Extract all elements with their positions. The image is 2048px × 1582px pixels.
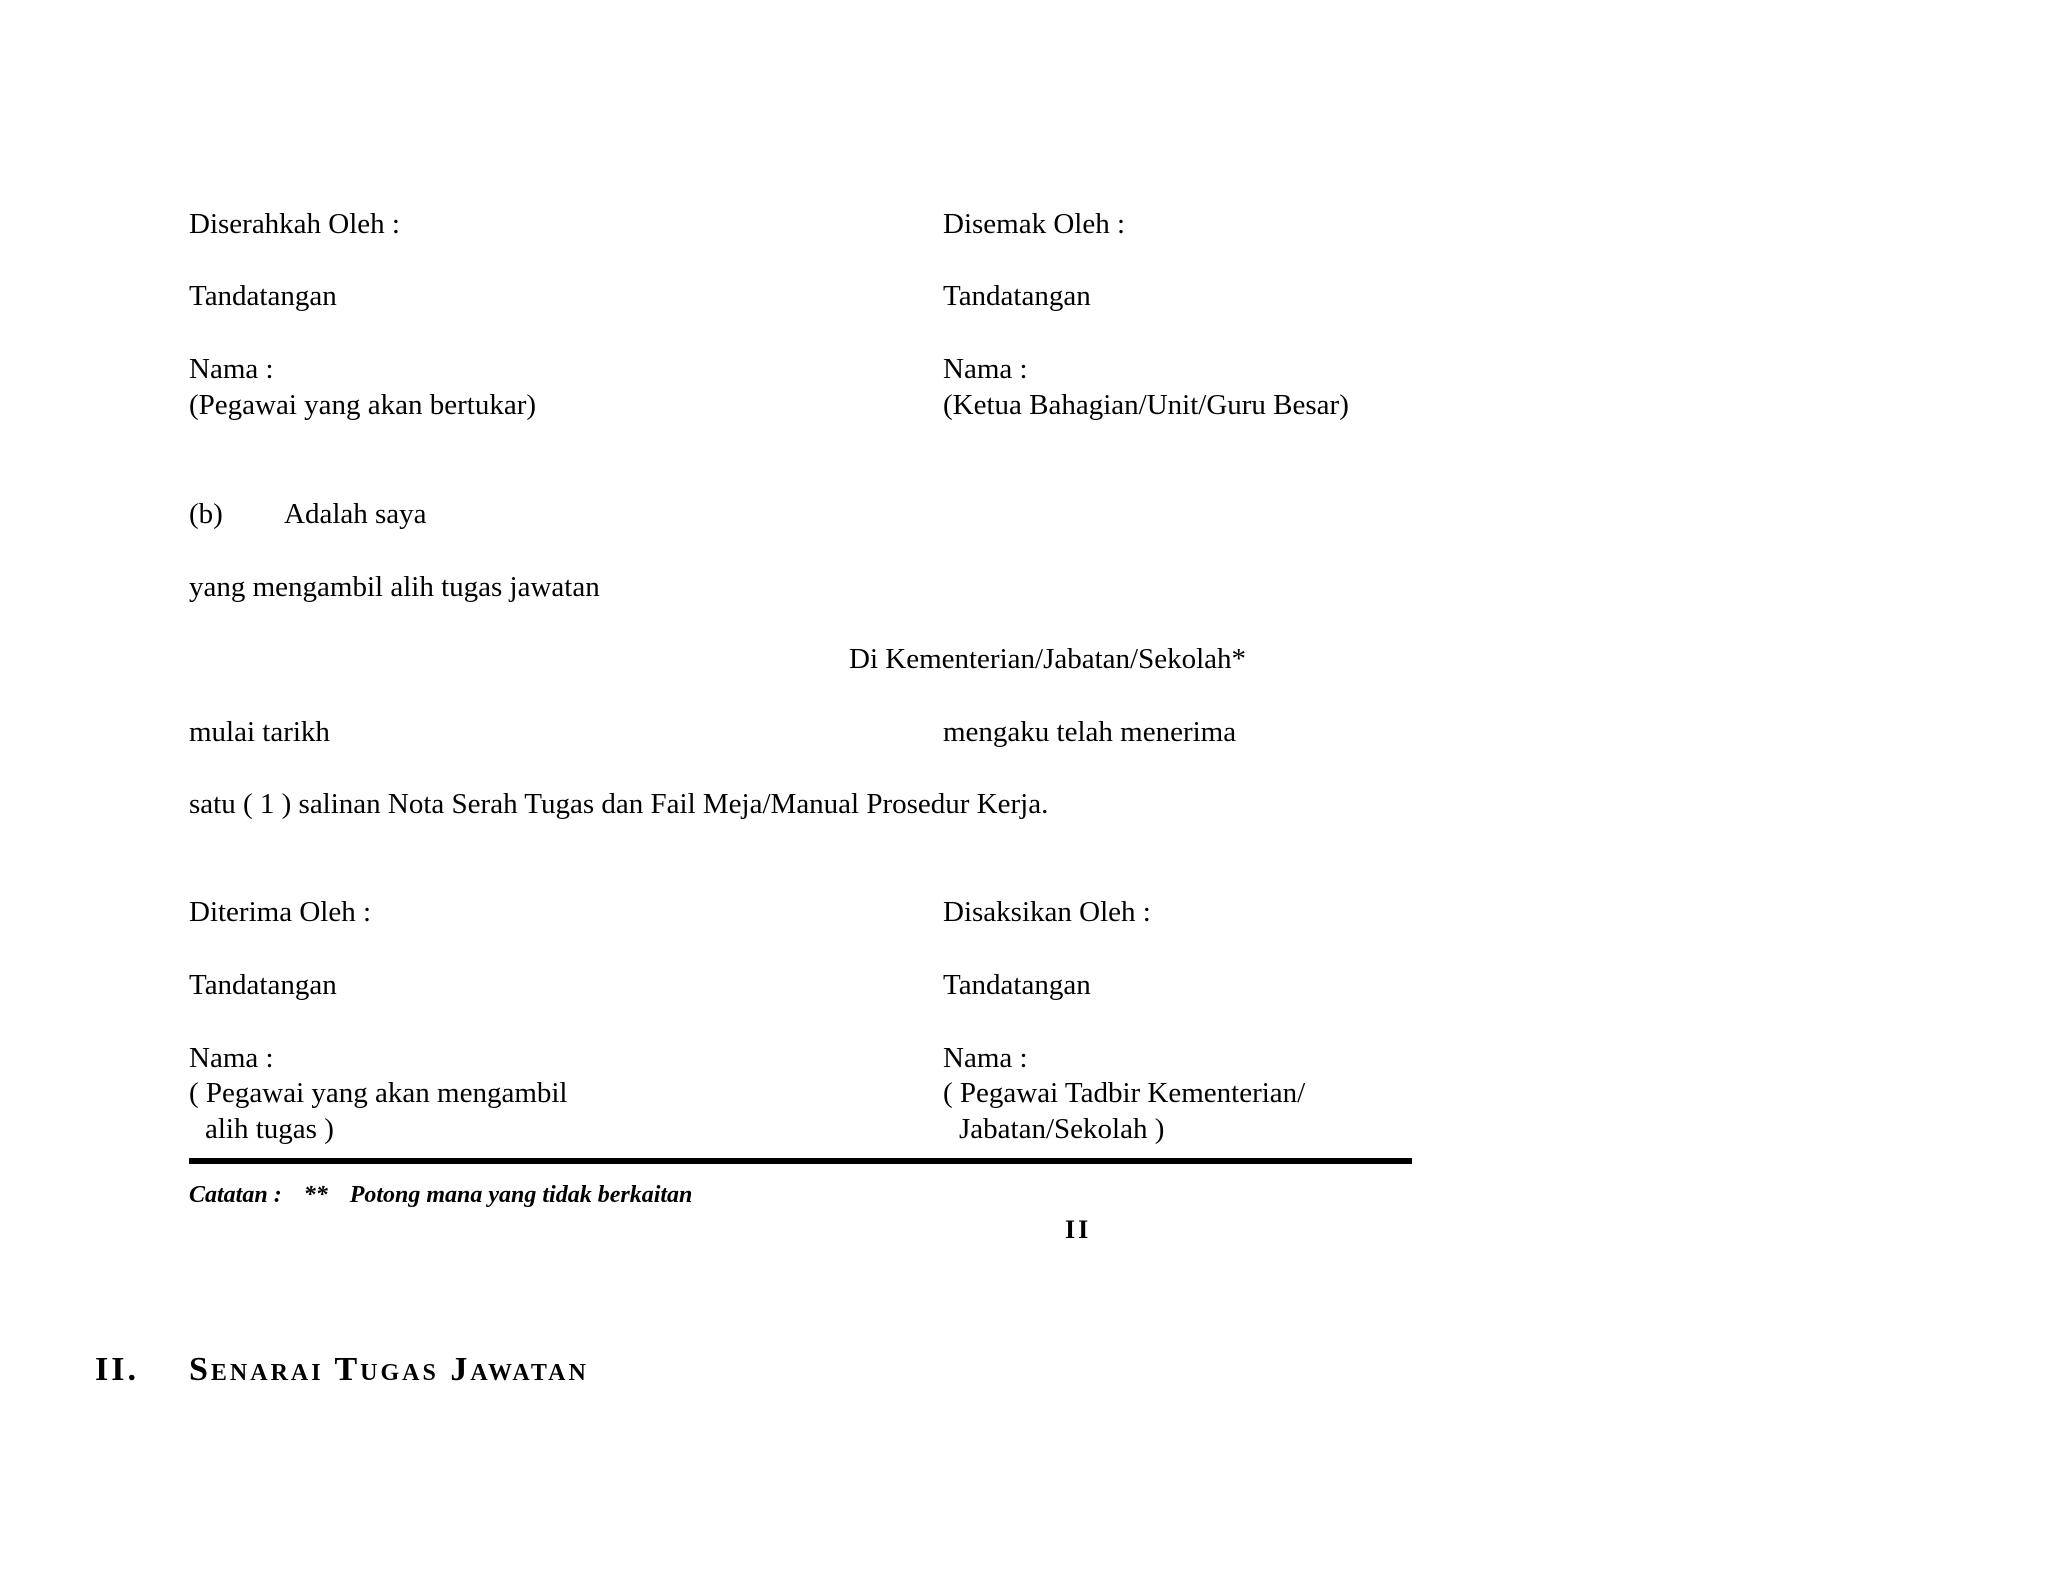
section-b-line-takeover: yang mengambil alih tugas jawatan	[189, 571, 600, 603]
section-number: II.	[95, 1351, 139, 1388]
section-b-start-date: mulai tarikh	[189, 716, 330, 748]
reviewer-role: (Ketua Bahagian/Unit/Guru Besar)	[943, 389, 1349, 421]
reviewer-signature-label: Tandatangan	[943, 280, 1091, 312]
received-by-label: Diterima Oleh :	[189, 896, 372, 928]
footnote	[189, 1180, 692, 1210]
section-b-intro: Adalah saya	[284, 498, 427, 530]
receiver-role-line-1: ( Pegawai yang akan mengambil	[189, 1077, 568, 1109]
witness-role-line-1: ( Pegawai Tadbir Kementerian/	[943, 1077, 1306, 1109]
handover-name-label: Nama :	[189, 353, 274, 385]
reviewer-name-label: Nama :	[943, 353, 1028, 385]
section-b-acknowledge: mengaku telah menerima	[943, 716, 1237, 748]
footnote-text: Potong mana yang tidak berkaitan	[349, 1182, 693, 1208]
footnote-label: Catatan :	[189, 1182, 282, 1208]
footnote-mark: **	[303, 1182, 328, 1208]
section-b-line-ministry: Di Kementerian/Jabatan/Sekolah*	[849, 643, 1247, 675]
footer-divider	[189, 1158, 1412, 1164]
handover-signature-label: Tandatangan	[189, 280, 337, 312]
witnessed-by-label: Disaksikan Oleh :	[943, 896, 1151, 928]
section-b-marker: (b)	[189, 498, 223, 530]
handover-by-label: Diserahkah Oleh :	[189, 208, 400, 240]
handover-role: (Pegawai yang akan bertukar)	[189, 389, 537, 421]
page-number: II	[1065, 1215, 1092, 1244]
receiver-name-label: Nama :	[189, 1042, 274, 1074]
reviewed-by-label: Disemak Oleh :	[943, 208, 1126, 240]
section-title: Senarai Tugas Jawatan	[189, 1351, 589, 1388]
witness-name-label: Nama :	[943, 1042, 1028, 1074]
witness-role-line-2: Jabatan/Sekolah )	[959, 1113, 1165, 1145]
witness-signature-label: Tandatangan	[943, 969, 1091, 1001]
receiver-role-line-2: alih tugas )	[205, 1113, 334, 1145]
receiver-signature-label: Tandatangan	[189, 969, 337, 1001]
section-b-copy-statement: satu ( 1 ) salinan Nota Serah Tugas dan Fail Meja/Manual Prosedur Kerja.	[189, 788, 1049, 820]
